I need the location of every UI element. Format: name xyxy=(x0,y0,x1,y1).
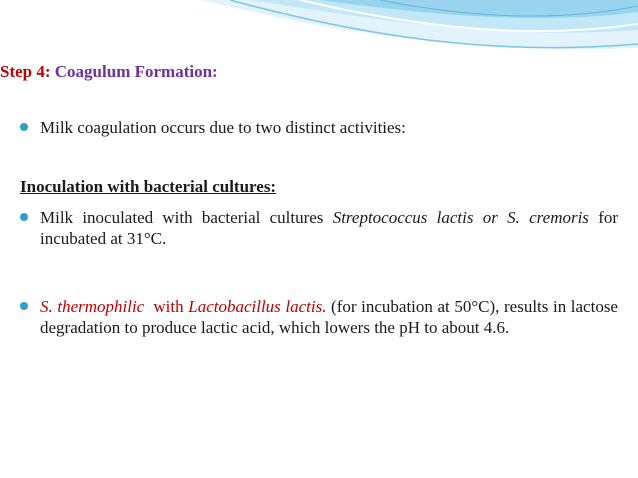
bullet-one-species: Streptococcus lactis or S. cremoris xyxy=(332,208,589,227)
bullet-one-tail: for incubated at 31°C. xyxy=(40,208,619,248)
bullet-two-text xyxy=(40,296,618,338)
slide-heading xyxy=(0,62,218,82)
bullet-dot-icon xyxy=(20,123,28,131)
bullet-one xyxy=(20,207,618,249)
bullet-dot-icon xyxy=(20,302,28,310)
intro-bullet-text: Milk coagulation occurs due to two distinct activities: xyxy=(40,118,406,137)
bullet-two-species-b: Lactobacillus lactis. xyxy=(188,297,327,316)
section-subheading: Inoculation with bacterial cultures: xyxy=(20,177,277,196)
heading-step-label: Step 4: xyxy=(0,62,51,81)
bullet-one-text xyxy=(40,207,618,249)
bullet-two-rest: (for incubation at 50°C), results in lactose degradation to produce lactic acid, which lowers the pH to about 4.6. xyxy=(40,297,618,337)
bullet-two-species-a: S. thermophilic xyxy=(40,297,145,316)
bullet-dot-icon xyxy=(20,213,28,221)
bullet-one-lead: Milk inoculated with bacterial cultures xyxy=(40,208,333,227)
heading-topic: Coagulum Formation: xyxy=(54,62,218,81)
bullet-two xyxy=(20,296,618,338)
bullet-two-joiner: with xyxy=(144,297,189,316)
decorative-wave-banner xyxy=(0,0,638,70)
intro-bullet xyxy=(20,117,620,138)
